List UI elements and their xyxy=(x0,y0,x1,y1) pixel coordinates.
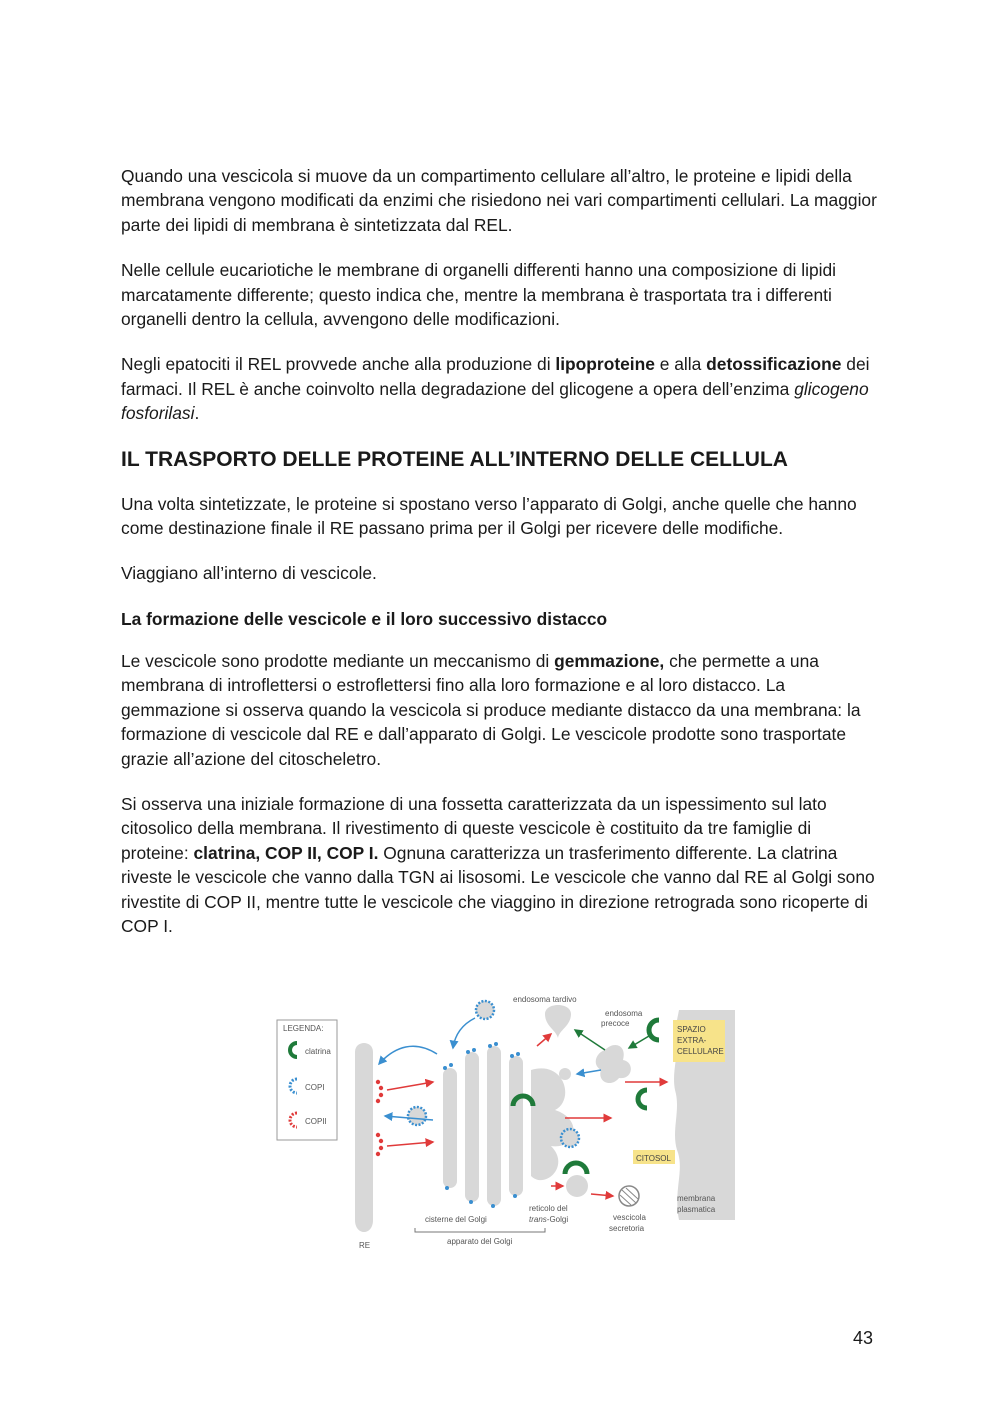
paragraph-gemmazione: Le vescicole sono prodotte mediante un meccanismo di gemmazione, che permette a una membrana di introflettersi o estroflettersi fino alla loro formazione e al loro distacco. La gemmazione si osserva quando la vescicola si produce mediante distacco da una membrana: la formazione di vescicole dal RE e dall’apparato di Golgi. Le vescicole prodotte sono trasportate grazie all’azione del citoscheletro. xyxy=(121,650,861,769)
label-cisterne: cisterne del Golgi xyxy=(425,1215,487,1224)
label-precoce: precoce xyxy=(601,1019,630,1028)
clathrin-coat-secretory xyxy=(565,1163,587,1174)
early-endosome xyxy=(596,1045,631,1083)
bold-lipoproteine: lipoproteine xyxy=(555,354,655,375)
legend-clathrin-label: clatrina xyxy=(305,1047,331,1056)
golgi-bracket xyxy=(415,1228,545,1232)
legend-copi-label: COPI xyxy=(305,1083,325,1092)
label-citosol: CITOSOL xyxy=(636,1154,671,1163)
paragraph-vesicles-travel: Viaggiano all’interno di vescicole. xyxy=(121,563,377,584)
label-re: RE xyxy=(359,1241,371,1250)
arrow-er-to-golgi-2 xyxy=(387,1142,433,1146)
page-number: 43 xyxy=(853,1328,874,1348)
figure-svg xyxy=(275,990,735,1252)
subsection-heading: La formazione delle vescicole e il loro successivo distacco xyxy=(121,608,608,629)
clathrin-endocytic-vesicle xyxy=(638,1090,647,1108)
label-endosoma: endosoma xyxy=(605,1009,643,1018)
copi-vesicle-mid xyxy=(408,1107,426,1125)
copi-vesicle-tgn xyxy=(561,1129,579,1147)
paragraph-golgi-transport: Una volta sintetizzate, le proteine si spostano verso l’apparato di Golgi, anche quelle che hanno come destinazione finale il RE passano prima per il Golgi per ricevere delle modifiche. xyxy=(121,493,857,539)
bold-coat-proteins: clatrina, COP II, COP I. xyxy=(193,842,379,863)
label-spazio: SPAZIO xyxy=(677,1025,706,1034)
arrow-er-to-golgi-1 xyxy=(387,1082,433,1090)
label-extra: EXTRA- xyxy=(677,1036,707,1045)
arrow-golgi-to-er-1 xyxy=(379,1046,437,1064)
bold-detossificazione: detossificazione xyxy=(706,354,842,375)
bold-gemmazione: gemmazione, xyxy=(554,650,665,671)
paragraph-rel-hepatocytes: Negli epatociti il REL provvede anche alla produzione di lipoproteine e alla detossificazione dei farmaci. Il REL è anche coinvolto nella degradazione del glicogene a opera dell’enzima glicogeno fosforilasi. xyxy=(121,354,870,424)
legend-copii-label: COPII xyxy=(305,1117,327,1126)
small-vesicle xyxy=(559,1068,571,1080)
secretory-vesicle-forming xyxy=(566,1175,588,1197)
clathrin-endocytic-pit xyxy=(649,1020,659,1040)
section-heading: IL TRASPORTO DELLE PROTEINE ALL’INTERNO DELLE CELLULA xyxy=(121,447,788,471)
trans-golgi-network xyxy=(531,1068,574,1180)
arrow-endocytosis-1 xyxy=(629,1036,649,1048)
legend-title: LEGENDA: xyxy=(283,1024,324,1033)
arrow-tgn-to-late-endosome xyxy=(537,1034,551,1046)
label-apparato-golgi: apparato del Golgi xyxy=(447,1237,513,1246)
label-vescicola: vescicola xyxy=(613,1213,646,1222)
paragraph-membrane-composition: Nelle cellule eucariotiche le membrane di organelli differenti hanno una composizione di lipidi marcatamente differente; questo indica che, mentre la membrana è trasportata tra i differenti organelli dentro la cellula, avvengono delle modificazioni. xyxy=(121,260,837,330)
italic-glicogeno-fosforilasi: glicogeno fosforilasi xyxy=(121,378,869,424)
label-reticolo: reticolo del xyxy=(529,1204,568,1213)
vesicle-transport-figure xyxy=(275,990,735,1252)
arrow-endosome-recycle xyxy=(577,1070,601,1074)
copii-coat-er xyxy=(376,1080,383,1156)
paragraph-coat-proteins: Si osserva una iniziale formazione di una fossetta caratterizzata da un ispessimento sul lato citosolico della membrana. Il rivestimento di queste vescicole è costituito da tre famiglie di proteine: clatrina, COP II, COP I. Ognuna caratterizza un trasferimento differente. La clatrina riveste le vescicole che vanno dalla TGN ai lisosomi. Le vescicole che vanno dal RE al Golgi sono rivestite di COP II, mentre tutte le vescicole che viaggino in direzione retrograda sono ricoperte di COP I. xyxy=(121,793,875,936)
golgi-cisternae xyxy=(443,1046,523,1206)
arrow-copi-return xyxy=(453,1018,475,1048)
label-secretoria: secretoria xyxy=(609,1224,645,1233)
label-plasmatica: plasmatica xyxy=(677,1205,716,1214)
document-body xyxy=(121,164,881,959)
er-membrane xyxy=(355,1043,373,1232)
label-trans-golgi: trans-Golgi xyxy=(529,1215,569,1224)
late-endosome xyxy=(545,1005,571,1038)
label-membrana: membrana xyxy=(677,1194,716,1203)
paragraph-vesicle-lipids: Quando una vescicola si muove da un compartimento cellulare all’altro, le proteine e lipidi della membrana vengono modificati da enzimi che risiedono nei vari compartimenti cellulari. La maggior parte dei lipidi di membrana è sintetizzata dal REL. xyxy=(121,166,877,235)
label-endosoma-tardivo: endosoma tardivo xyxy=(513,995,577,1004)
arrow-secretory-out xyxy=(591,1194,613,1196)
copi-vesicle-top xyxy=(476,1001,494,1019)
arrow-early-to-late-endosome xyxy=(575,1030,605,1050)
label-cellulare: CELLULARE xyxy=(677,1047,724,1056)
